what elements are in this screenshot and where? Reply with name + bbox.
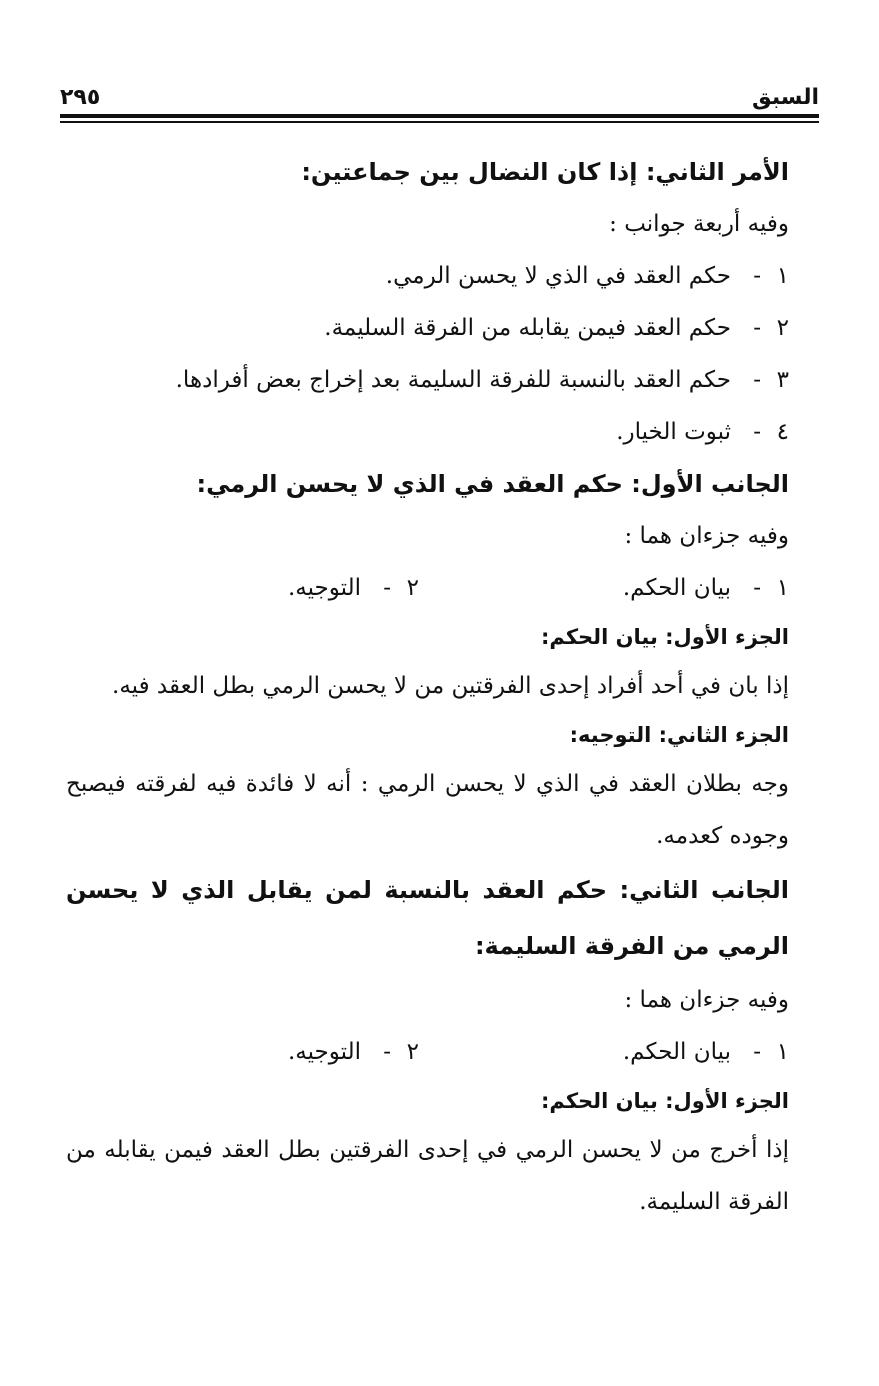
item-number: ٢ <box>406 575 419 601</box>
aspect1-part2-line1: وجه بطلان العقد في الذي لا يحسن الرمي : أنه لا فائدة فيه لفرقته فيصبح <box>66 771 789 797</box>
item-dash: - <box>753 1039 761 1065</box>
page-body <box>66 146 789 1228</box>
item-text: بيان الحكم. <box>622 575 731 601</box>
aspect-list-item <box>66 302 789 354</box>
aspect2-intro: وفيه جزءان هما : <box>624 987 789 1013</box>
running-header <box>60 70 819 110</box>
item-text: بيان الحكم. <box>622 1039 731 1065</box>
page-number: ٢٩٥ <box>60 85 101 110</box>
item-number: ١ <box>776 575 789 601</box>
aspect2-part1-line1: إذا أخرج من لا يحسن الرمي في إحدى الفرقتين بطل العقد فيمن يقابله من <box>66 1137 789 1163</box>
item-number: ١ <box>776 1039 789 1065</box>
section-heading: الأمر الثاني: إذا كان النضال بين جماعتين: <box>301 158 789 186</box>
item-text: حكم العقد في الذي لا يحسن الرمي. <box>385 263 731 289</box>
item-number: ٢ <box>776 315 789 341</box>
aspect1-heading: الجانب الأول: حكم العقد في الذي لا يحسن الرمي: <box>196 470 789 498</box>
aspect1-part2-heading: الجزء الثاني: التوجيه: <box>569 723 789 747</box>
aspect-list-item <box>66 354 789 406</box>
part-item <box>419 562 789 614</box>
header-rule-thick <box>60 114 819 118</box>
aspect2-part1-heading: الجزء الأول: بيان الحكم: <box>540 1089 789 1113</box>
item-dash: - <box>753 419 761 445</box>
item-number: ٤ <box>776 419 789 445</box>
item-number: ٣ <box>776 367 789 393</box>
aspect2-heading-line1: الجانب الثاني: حكم العقد بالنسبة لمن يقابل الذي لا يحسن <box>66 876 789 904</box>
item-dash: - <box>753 575 761 601</box>
item-text: حكم العقد فيمن يقابله من الفرقة السليمة. <box>324 315 731 341</box>
aspect2-heading-line2: الرمي من الفرقة السليمة: <box>474 932 789 960</box>
item-text: ثبوت الخيار. <box>616 419 731 445</box>
item-dash: - <box>383 575 391 601</box>
aspect2-parts <box>66 1026 789 1078</box>
running-title: السبق <box>752 85 819 110</box>
item-dash: - <box>753 315 761 341</box>
aspect1-part2-line2: وجوده كعدمه. <box>656 823 789 849</box>
item-text: حكم العقد بالنسبة للفرقة السليمة بعد إخراج بعض أفرادها. <box>175 367 731 393</box>
item-text: التوجيه. <box>287 1039 361 1065</box>
part-item <box>288 562 419 614</box>
aspect-list-item <box>66 406 789 458</box>
aspect1-part1-heading: الجزء الأول: بيان الحكم: <box>540 625 789 649</box>
part-item <box>288 1026 419 1078</box>
aspect1-part1-text: إذا بان في أحد أفراد إحدى الفرقتين من لا يحسن الرمي بطل العقد فيه. <box>112 673 789 699</box>
aspect1-intro: وفيه جزءان هما : <box>624 523 789 549</box>
aspect-list-item <box>66 250 789 302</box>
aspect1-parts <box>66 562 789 614</box>
header-rule-thin <box>60 121 819 123</box>
part-item <box>419 1026 789 1078</box>
item-text: التوجيه. <box>287 575 361 601</box>
item-dash: - <box>753 263 761 289</box>
item-number: ١ <box>776 263 789 289</box>
intro-four-aspects: وفيه أربعة جوانب : <box>609 211 789 237</box>
item-dash: - <box>383 1039 391 1065</box>
item-number: ٢ <box>406 1039 419 1065</box>
item-dash: - <box>753 367 761 393</box>
aspect2-part1-line2: الفرقة السليمة. <box>639 1189 789 1215</box>
